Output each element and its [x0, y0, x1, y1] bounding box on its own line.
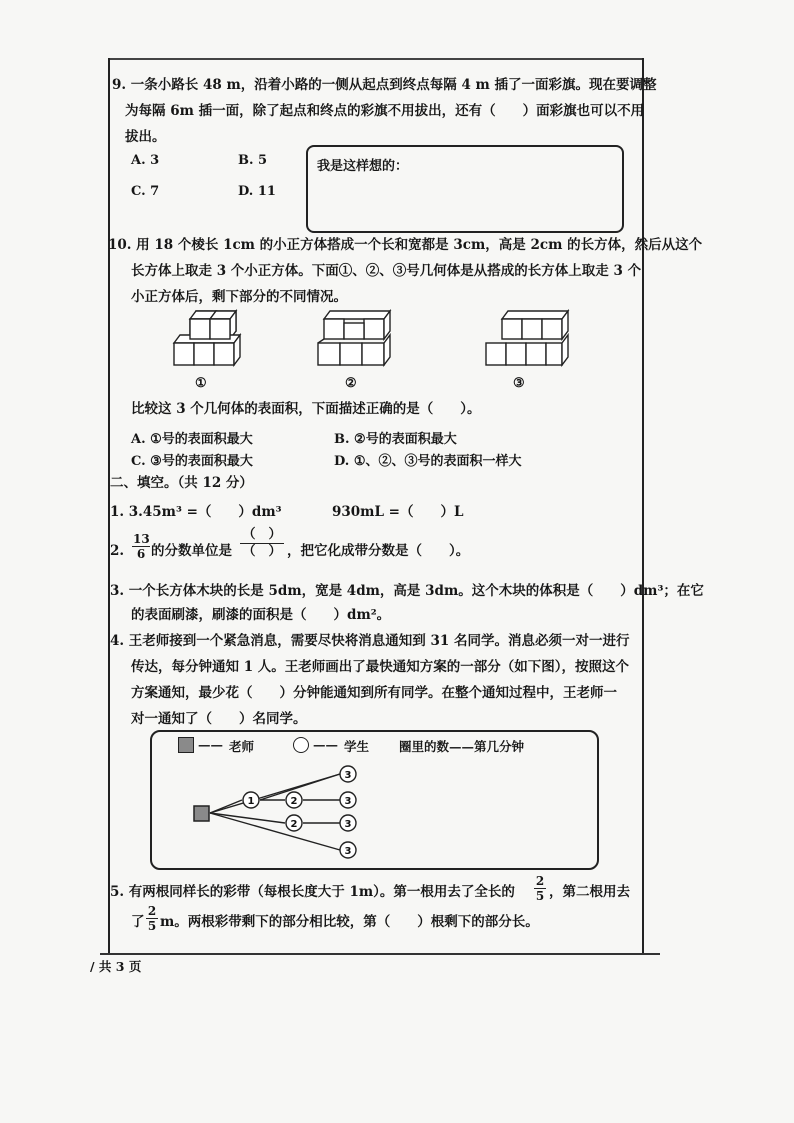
q9-option-a: A. 3	[131, 153, 160, 168]
q9-line3: 拔出。	[125, 129, 166, 145]
node-label: 3	[344, 796, 352, 807]
fill-2-number: 2.	[110, 543, 125, 559]
fill-2-fraction-denominator: 6	[136, 547, 146, 561]
fill-2-blank-fraction	[240, 527, 284, 560]
node-label: 3	[344, 846, 352, 857]
q9-option-c: C. 7	[131, 184, 160, 199]
fill-5-fraction-1-numerator: 2	[535, 874, 545, 888]
q9-work-label: 我是这样想的：	[317, 159, 409, 174]
frame-bottom-border	[100, 953, 660, 955]
fill-4-line3: 方案通知，最少花（ ）分钟能通知到所有同学。在整个通知过程中，王老师一	[131, 685, 617, 701]
fill-3-line1: 3. 一个长方体木块的长是 5dm，宽是 4dm，高是 3dm。这个木块的体积是（ ）dm³；在它	[110, 583, 704, 599]
student-legend-dash: ——	[313, 737, 338, 752]
q10-option-a: A. ①号的表面积最大	[131, 432, 253, 447]
q9-option-b: B. 5	[238, 153, 268, 168]
teacher-legend-dash: ——	[198, 737, 223, 752]
q10-figure-2	[314, 305, 404, 373]
fill-5-line1a: 5. 有两根同样长的彩带（每根长度大于 1m）。第一根用去了全长的	[110, 884, 515, 900]
student-legend-circle	[293, 737, 309, 753]
fill-4-line2: 传达，每分钟通知 1 人。王老师画出了最快通知方案的一部分（如下图），按照这个	[131, 659, 630, 675]
fill-5-line1b: ，第二根用去	[549, 884, 630, 900]
fill-5-line2a: 了	[131, 914, 145, 930]
fill-2-fraction	[132, 532, 150, 561]
q9-option-d: D. 11	[238, 184, 276, 199]
fill-5-fraction-1-denominator: 5	[535, 889, 545, 903]
q10-option-d: D. ①、②、③号的表面积一样大	[334, 454, 522, 469]
page-count: / 共 3 页	[90, 959, 142, 974]
fill-5-fraction-2-numerator: 2	[147, 904, 157, 918]
fill-4-notification-tree	[150, 760, 595, 866]
fill-5-fraction-1	[534, 874, 546, 903]
node-label: 2	[290, 819, 298, 830]
q10-option-c: C. ③号的表面积最大	[131, 454, 253, 469]
teacher-node	[194, 806, 209, 821]
section-2-title: 二、填空。（共 12 分）	[110, 475, 253, 491]
fill-2-text-a: 的分数单位是	[151, 543, 232, 559]
fill-3-line2: 的表面刷漆，刷漆的面积是（ ）dm²。	[131, 607, 391, 623]
fill-2-blank-denominator: （ ）	[242, 544, 282, 559]
node-label: 1	[247, 796, 255, 807]
teacher-legend-square	[178, 737, 194, 753]
fill-5-fraction-2	[146, 904, 158, 933]
q9-line1: 9. 一条小路长 48 m，沿着小路的一侧从起点到终点每隔 4 m 插了一面彩旗。现在要调整	[112, 77, 657, 93]
student-legend-label: 学生	[344, 739, 370, 754]
fill-1-part2: 930mL =（ ）L	[332, 504, 464, 520]
teacher-legend-label: 老师	[229, 739, 255, 754]
q10-figure-2-label: ②	[345, 376, 357, 391]
number-legend-label: 圈里的数——第几分钟	[399, 739, 525, 754]
q10-option-b: B. ②号的表面积最大	[334, 432, 457, 447]
fill-4-line1: 4. 王老师接到一个紧急消息，需要尽快将消息通知到 31 名同学。消息必须一对一进行	[110, 633, 630, 649]
q10-figure-1	[170, 305, 260, 373]
fill-4-line4: 对一通知了（ ）名同学。	[131, 711, 307, 727]
node-label: 3	[344, 770, 352, 781]
fill-5-line2b: m。两根彩带剩下的部分相比较，第（ ）根剩下的部分长。	[160, 914, 539, 930]
q10-line1: 10. 用 18 个棱长 1cm 的小正方体搭成一个长和宽都是 3cm，高是 2cm 的长方体，然后从这个	[108, 237, 703, 253]
q9-work-box	[306, 145, 624, 233]
q10-question: 比较这 3 个几何体的表面积，下面描述正确的是（ ）。	[131, 401, 481, 417]
q10-figure-3-label: ③	[513, 376, 525, 391]
fill-2-fraction-numerator: 13	[133, 532, 150, 546]
fill-5-fraction-2-denominator: 5	[147, 919, 157, 933]
fill-2-blank-numerator: （ ）	[240, 527, 284, 544]
fill-2-text-b: ，把它化成带分数是（ ）。	[287, 543, 470, 559]
q10-figure-1-label: ①	[195, 376, 207, 391]
node-label: 2	[290, 796, 298, 807]
q10-line2: 长方体上取走 3 个小正方体。下面①、②、③号几何体是从搭成的长方体上取走 3 个	[131, 263, 642, 279]
node-label: 3	[344, 819, 352, 830]
q10-line3: 小正方体后，剩下部分的不同情况。	[131, 289, 347, 305]
q9-line2: 为每隔 6m 插一面，除了起点和终点的彩旗不用拔出，还有（ ）面彩旗也可以不用	[125, 103, 645, 119]
q10-figure-3	[480, 305, 575, 373]
fill-1-part1: 1. 3.45m³ =（ ）dm³	[110, 504, 282, 520]
